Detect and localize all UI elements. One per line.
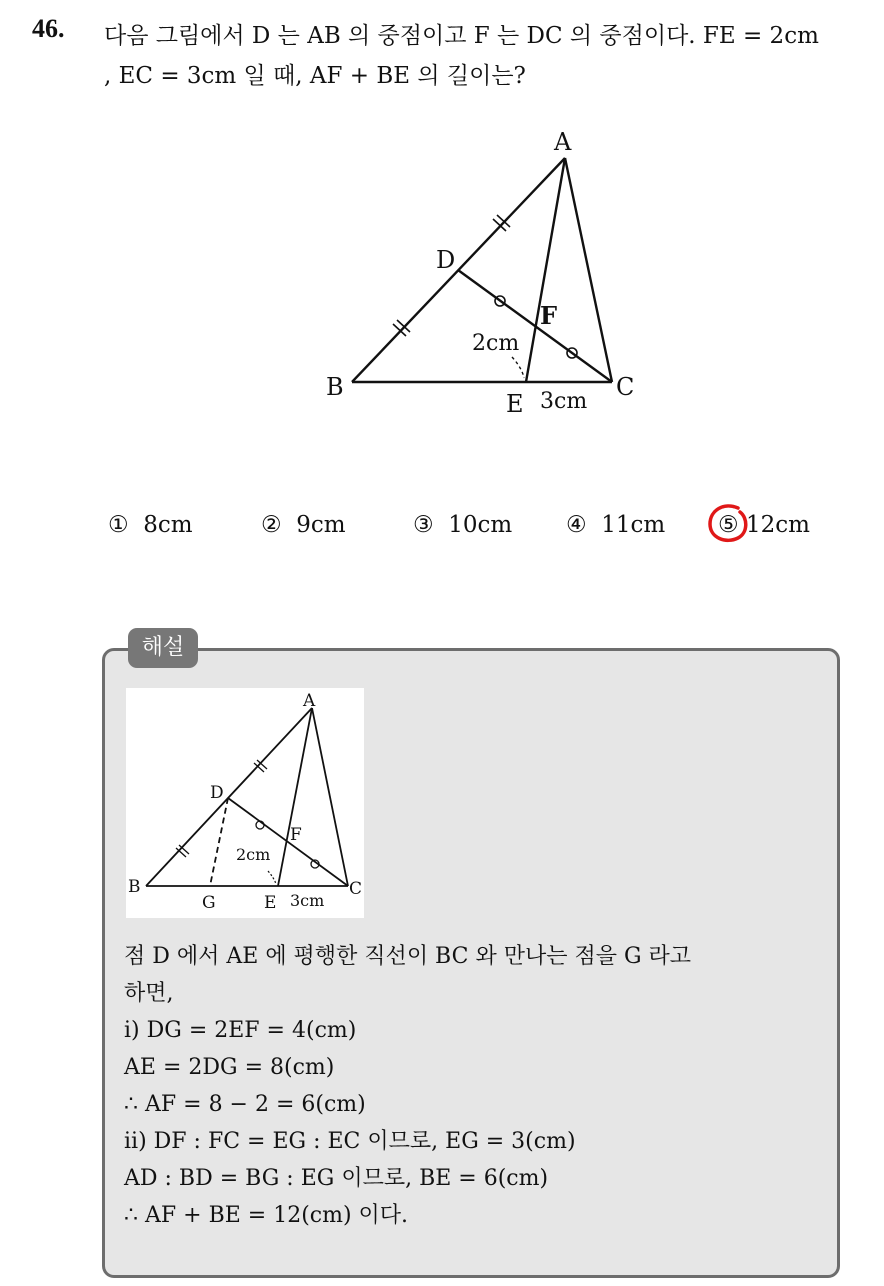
choice-4[interactable]: ④ 11cm — [566, 512, 666, 538]
sol-len-ec: 3cm — [290, 891, 325, 910]
triangle-figure — [300, 110, 660, 430]
solution-line-6: ⅱ) DF : FC = EG : EC 이므로, EG = 3(cm) — [124, 1129, 576, 1154]
question-number: 46. — [32, 14, 65, 43]
len-ec: 3cm — [540, 389, 588, 414]
question-text — [104, 16, 874, 96]
sol-label-b: B — [128, 877, 141, 897]
solution-line-8: ∴ AF + BE = 12(cm) 이다. — [124, 1203, 409, 1228]
question-line-1: 다음 그림에서 D 는 AB 의 중점이고 F 는 DC 의 중점이다. FE = 2cm — [104, 23, 819, 49]
label-a: A — [554, 128, 572, 156]
solution-line-4: AE = 2DG = 8(cm) — [124, 1055, 335, 1080]
solution-line-1: 점 D 에서 AE 에 평행한 직선이 BC 와 만나는 점을 G 라고 — [124, 944, 692, 969]
selected-answer-circle-mark — [704, 500, 754, 550]
solution-text — [124, 938, 824, 1234]
sol-label-d: D — [210, 783, 224, 803]
solution-line-5: ∴ AF = 8 − 2 = 6(cm) — [124, 1092, 366, 1117]
answer-choices — [108, 508, 868, 552]
sol-label-e: E — [264, 893, 277, 913]
sol-label-g: G — [202, 893, 216, 913]
solution-figure — [126, 688, 364, 918]
label-b: B — [326, 373, 344, 401]
choice-3[interactable]: ③ 10cm — [413, 512, 513, 538]
solution-tag: 해설 — [128, 628, 198, 668]
choice-2[interactable]: ② 9cm — [261, 512, 346, 538]
choice-5[interactable]: ⑤ 12cm — [718, 512, 810, 538]
label-d: D — [436, 246, 456, 274]
solution-line-3: ⅰ) DG = 2EF = 4(cm) — [124, 1018, 357, 1043]
sol-len-fe: 2cm — [236, 845, 271, 864]
len-fe: 2cm — [472, 331, 520, 356]
label-f: F — [540, 301, 558, 330]
choice-1[interactable]: ① 8cm — [108, 512, 193, 538]
sol-label-a: A — [303, 691, 316, 711]
label-e: E — [506, 390, 524, 418]
label-c: C — [616, 373, 635, 401]
solution-line-7: AD : BD = BG : EG 이므로, BE = 6(cm) — [124, 1166, 549, 1191]
question-line-2: , EC = 3cm 일 때, AF + BE 의 길이는? — [104, 63, 526, 89]
solution-line-2: 하면, — [124, 981, 174, 1006]
sol-label-f: F — [290, 825, 302, 845]
sol-label-c: C — [349, 879, 363, 899]
